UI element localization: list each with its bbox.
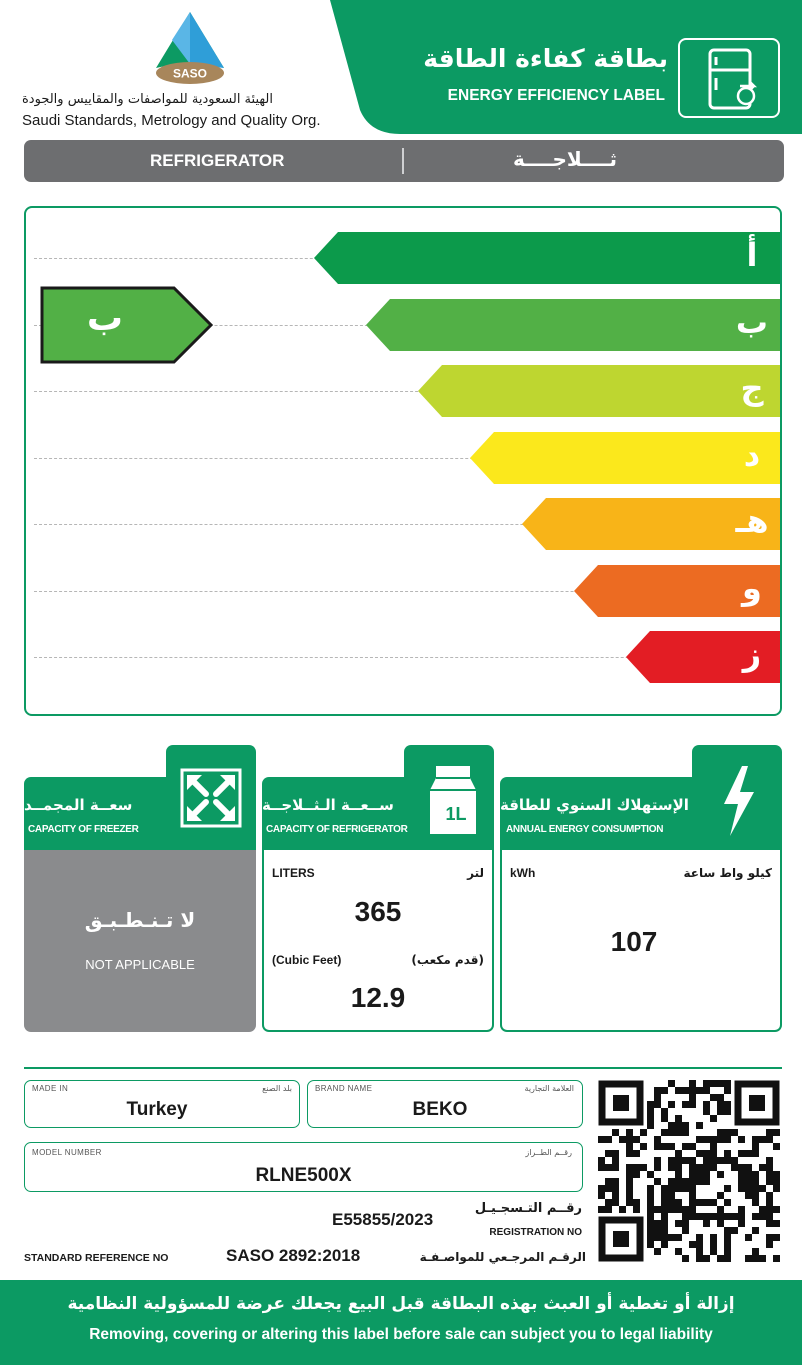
- cubic-feet-label-arabic: (قدم مكعب): [411, 953, 484, 967]
- svg-text:SASO: SASO: [172, 66, 208, 81]
- refrigerator-icon-frame: [678, 38, 780, 118]
- annual-consumption-value: 107: [610, 926, 658, 957]
- liters-label-arabic: لتر: [467, 866, 484, 880]
- made-in-label-english: MADE IN: [32, 1084, 69, 1093]
- registration-label-arabic: رقــم التـسجـيـل: [474, 1201, 582, 1216]
- model-label-arabic: رقــم الطــراز: [525, 1148, 572, 1157]
- product-type-arabic: ثــــلاجــــة: [513, 147, 617, 171]
- energy-class-letter: ج: [740, 369, 764, 407]
- kwh-unit-arabic: كيلو واط ساعة: [683, 866, 772, 880]
- cubic-feet-value: 12.9: [350, 982, 406, 1013]
- brand-label-english: BRAND NAME: [315, 1084, 373, 1093]
- registration-label-english: REGISTRATION NO: [489, 1227, 582, 1238]
- energy-title-english: ANNUAL ENERGY CONSUMPTION: [506, 824, 664, 835]
- brand-label-arabic: العلامة التجارية: [524, 1084, 574, 1093]
- freezer-capacity-body: [24, 850, 256, 1032]
- made-in-value: Turkey: [126, 1099, 188, 1120]
- fridge-title-arabic: ســعــة الـثــلاجــة: [262, 796, 394, 814]
- product-type-bar: [24, 140, 784, 182]
- energy-class-bar: [418, 365, 780, 417]
- refrigerator-icon: [680, 40, 778, 116]
- legal-warning-arabic: إزالة أو تغطية أو العبث بهذه البطاقة قبل البيع يجعلك عرضة للمسؤولية النظامية: [67, 1294, 735, 1314]
- saso-logo: [150, 10, 230, 88]
- freezer-title-arabic: سعــة المجمــد: [24, 796, 133, 814]
- freezer-title-english: CAPACITY OF FREEZER: [28, 824, 139, 835]
- energy-class-letter: هـ: [735, 502, 769, 540]
- product-type-english: REFRIGERATOR: [150, 151, 285, 170]
- energy-class-letter: ز: [742, 635, 762, 673]
- model-label-english: MODEL NUMBER: [32, 1148, 102, 1157]
- milk-carton-icon: [428, 762, 478, 836]
- brand-value: BEKO: [412, 1099, 468, 1120]
- energy-title-arabic: الإستهلاك السنوي للطاقة: [500, 796, 689, 814]
- energy-class-letter: د: [743, 436, 761, 474]
- freezer-arrows-icon: [180, 768, 242, 828]
- label-title-arabic: بطاقة كفاءة الطاقة: [423, 44, 668, 73]
- org-name-arabic: الهيئة السعودية للمواصفات والمقاييس والجودة: [22, 92, 273, 107]
- legal-warning-english: Removing, covering or altering this label before sale can subject you to legal liability: [89, 1326, 713, 1343]
- rating-indicator-letter: ب: [86, 298, 124, 339]
- freezer-value-english: NOT APPLICABLE: [85, 957, 195, 972]
- standard-value: SASO 2892:2018: [226, 1246, 361, 1265]
- legal-footer: [0, 1280, 802, 1365]
- product-bar-divider: [402, 148, 404, 174]
- energy-class-bar: [366, 299, 780, 351]
- freezer-value-arabic: لا تـنـطـبـق: [84, 908, 196, 932]
- liters-value: 365: [354, 896, 402, 927]
- qr-code[interactable]: [598, 1080, 780, 1262]
- registration-value: E55855/2023: [332, 1210, 434, 1229]
- model-value: RLNE500X: [255, 1165, 352, 1186]
- details-divider: [24, 1067, 782, 1069]
- label-title-english: ENERGY EFFICIENCY LABEL: [447, 87, 665, 104]
- standard-label-arabic: الرقـم المرجـعي للمواصـفـة: [419, 1250, 586, 1264]
- kwh-unit-english: kWh: [510, 866, 536, 880]
- energy-class-bar: [314, 232, 780, 284]
- liters-label-english: LITERS: [272, 866, 315, 880]
- org-name-english: Saudi Standards, Metrology and Quality Org.: [22, 112, 321, 129]
- fridge-title-english: CAPACITY OF REFRIGERATOR: [266, 824, 408, 835]
- lightning-icon: [718, 764, 758, 838]
- made-in-label-arabic: بلد الصنع: [262, 1084, 292, 1093]
- cubic-feet-label-english: (Cubic Feet): [272, 953, 342, 967]
- standard-label-english: STANDARD REFERENCE NO: [24, 1252, 169, 1264]
- svg-text:1L: 1L: [445, 804, 467, 824]
- energy-class-letter: ب: [735, 303, 769, 341]
- energy-class-letter: أ: [746, 236, 758, 274]
- energy-class-letter: و: [742, 569, 762, 607]
